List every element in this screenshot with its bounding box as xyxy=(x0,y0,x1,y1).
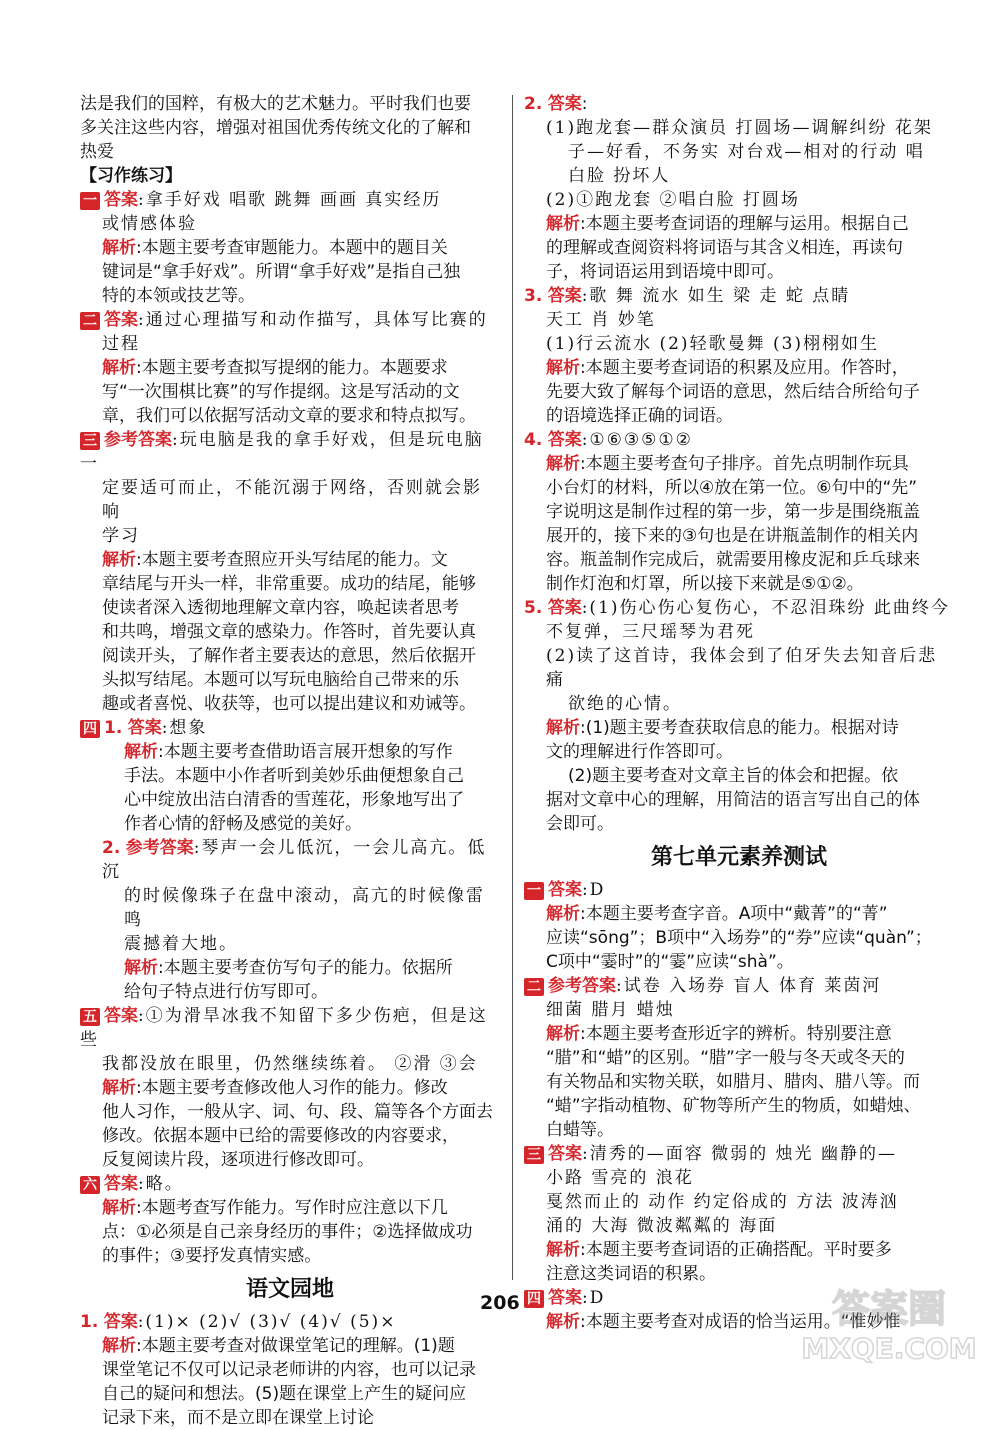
answer-text: : xyxy=(581,94,588,114)
answer-text: 涌的 大海 微波粼粼的 海面 xyxy=(546,1216,778,1236)
answer-text: (1)跑龙套—群众演员 打圆场—调解纠纷 花架 xyxy=(546,118,933,138)
explanation-text: 文的理解进行作答即可。 xyxy=(546,742,733,762)
explanation-text: 自己的疑问和想法。(5)题在课堂上产生的疑问应 xyxy=(102,1384,467,1404)
explanation-text: :本题主要考查修改他人习作的能力。修改 xyxy=(136,1078,448,1098)
explanation-label: 解析 xyxy=(546,1312,580,1332)
question-answer xyxy=(80,428,500,476)
column-divider xyxy=(512,95,513,1280)
answer-text: 或情感体验 xyxy=(102,214,197,234)
answer-text: (2)读了这首诗，我体会到了伯牙失去知音后悲痛 xyxy=(546,646,938,690)
explanation-label: 解析 xyxy=(546,214,580,234)
answer-label: 答案 xyxy=(127,718,162,738)
explanation-text: :本题主要考查词语的正确搭配。平时要多 xyxy=(580,1240,892,1260)
explanation-label: 解析 xyxy=(124,742,158,762)
explanation-text: 键词是“拿手好戏”。所谓“拿手好戏”是指自己独 xyxy=(102,262,461,282)
answer-label: 答案 xyxy=(547,598,582,618)
question-answer xyxy=(524,596,954,620)
section-number-box: 五 xyxy=(80,1008,100,1026)
answer-text: :略。 xyxy=(138,1174,184,1194)
question-answer xyxy=(524,974,954,998)
text-line: 热爱 xyxy=(80,142,114,162)
answer-label: 答案 xyxy=(548,1288,582,1308)
explanation-text: 阅读开头，了解作者主要表达的意思，然后依据开 xyxy=(102,646,476,666)
explanation-text: :本题主要考查词语的积累及应用。作答时， xyxy=(580,358,909,378)
explanation-text: 课堂笔记不仅可以记录老师讲的内容，也可以记录 xyxy=(102,1360,476,1380)
explanation-text: 会即可。 xyxy=(546,814,614,834)
explanation-text: :本题主要考查照应开头写结尾的能力。文 xyxy=(136,550,448,570)
explanation-text: 子，将词语运用到语境中即可。 xyxy=(546,262,784,282)
question-answer xyxy=(80,308,500,332)
left-column xyxy=(80,92,500,1430)
answer-text: 定要适可而止，不能沉溺于网络，否则就会影响 xyxy=(102,478,482,522)
question-number: 2. xyxy=(102,838,121,858)
explanation-text: (2)题主要考查对文章主旨的体会和把握。依 xyxy=(568,766,899,786)
explanation xyxy=(80,236,500,260)
explanation-label: 解析 xyxy=(124,958,158,978)
explanation-text: 的事件；③要抒发真情实感。 xyxy=(102,1246,322,1266)
answer-text: 子—好看，不务实 对台戏—相对的行动 唱 xyxy=(568,142,925,162)
explanation-text: :本题主要考查对成语的恰当运用。“惟妙惟 xyxy=(580,1312,901,1332)
question-answer xyxy=(524,1142,954,1166)
explanation-text: :本题主要考查审题能力。本题中的题目关 xyxy=(136,238,448,258)
right-column xyxy=(524,92,954,1334)
explanation-label: 解析 xyxy=(102,1078,136,1098)
question-number: 4. xyxy=(524,430,543,450)
explanation-text: 特的本领或技艺等。 xyxy=(102,286,255,306)
explanation-label: 解析 xyxy=(546,1240,580,1260)
explanation-label: 解析 xyxy=(546,454,580,474)
explanation-text: 点：①必须是自己亲身经历的事件；②选择做成功 xyxy=(102,1222,473,1242)
explanation-text: 有关物品和实物关联，如腊月、腊肉、腊八等。而 xyxy=(546,1072,920,1092)
explanation-text: 给句子特点进行仿写即可。 xyxy=(124,982,328,1002)
question-answer xyxy=(80,836,500,884)
explanation-text: :本题主要考查借助语言展开想象的写作 xyxy=(158,742,453,762)
explanation xyxy=(524,716,954,740)
explanation-label: 解析 xyxy=(102,1198,136,1218)
explanation-text: :本题主要考查字音。A项中“戴菁”的“菁” xyxy=(580,904,888,924)
explanation-label: 解析 xyxy=(102,550,136,570)
answer-text: :(1)× (2)√ (3)√ (4)√ (5)× xyxy=(137,1312,397,1332)
section-number-box: 六 xyxy=(80,1176,100,1194)
page-number: 206 xyxy=(480,1292,520,1314)
answer-text: 震撼着大地。 xyxy=(124,934,238,954)
explanation xyxy=(524,452,954,476)
answer-text: 过程 xyxy=(102,334,140,354)
explanation xyxy=(524,902,954,926)
explanation xyxy=(524,1238,954,1262)
unit-title: 第七单元素养测试 xyxy=(650,844,827,870)
watermark-bottom-text: MXQE.COM xyxy=(801,1332,977,1365)
explanation xyxy=(80,956,500,980)
answer-text: :试卷 入场券 盲人 体育 莱茵河 xyxy=(616,976,882,996)
answer-text: 我都没放在眼里，仍然继续练着。 ②滑 ③会 xyxy=(102,1054,478,1074)
question-answer xyxy=(524,428,954,452)
explanation-text: :本题主要考查仿写句子的能力。依据所 xyxy=(158,958,453,978)
answer-text: :①⑥③⑤①② xyxy=(581,430,693,450)
answer-text: :①为滑旱冰我不知留下多少伤疤，但是这些 xyxy=(80,1006,488,1050)
answer-label: 答案 xyxy=(104,310,138,330)
explanation-text: 反复阅读片段，逐项进行修改即可。 xyxy=(102,1150,374,1170)
answer-text: 天工 肖 妙笔 xyxy=(546,310,656,330)
answer-text: :(1)伤心伤心复伤心，不忍泪珠纷 此曲终今 xyxy=(581,598,950,618)
explanation-text: 据对文章中心的理解，用简洁的语言写出自己的体 xyxy=(546,790,920,810)
answer-text: :玩电脑是我的拿手好戏，但是玩电脑一 xyxy=(80,430,484,474)
explanation-text: “腊”和“蜡”的区别。“腊”字一般与冬天或冬天的 xyxy=(546,1048,905,1068)
question-answer xyxy=(80,1004,500,1052)
explanation-label: 解析 xyxy=(546,358,580,378)
answer-text: 白脸 扮坏人 xyxy=(568,166,671,186)
explanation-text: :本题主要考查句子排序。首先点明制作玩具 xyxy=(580,454,909,474)
section-number-box: 四 xyxy=(524,1290,544,1308)
answer-label: 答案 xyxy=(547,286,582,306)
explanation-text: 的语境选择正确的词语。 xyxy=(546,406,733,426)
explanation-text: 的理解或查阅资料将词语与其含义相连，再读句 xyxy=(546,238,903,258)
question-answer xyxy=(80,716,500,740)
explanation-text: :本题主要考查词语的理解与运用。根据自己 xyxy=(580,214,909,234)
answer-label: 参考答案 xyxy=(125,838,194,858)
answer-label: 答案 xyxy=(104,190,138,210)
explanation xyxy=(80,1334,500,1358)
explanation-text: 和共鸣，增强文章的感染力。作答时，首先要认真 xyxy=(102,622,476,642)
answer-text: :拿手好戏 唱歌 跳舞 画画 真实经历 xyxy=(138,190,442,210)
explanation-text: :(1)题主要考查获取信息的能力。根据对诗 xyxy=(580,718,899,738)
explanation-label: 解析 xyxy=(546,718,580,738)
explanation-text: 应读“sōng”；B项中“入场券”的“券”应读“quàn”； xyxy=(546,928,932,948)
answer-text: (1)行云流水 (2)轻歌曼舞 (3)栩栩如生 xyxy=(546,334,880,354)
exercise-header: 【习作练习】 xyxy=(80,166,182,186)
explanation-text: 使读者深入透彻地理解文章内容，唤起读者思考 xyxy=(102,598,459,618)
answer-text: :琴声一会儿低沉，一会儿高亢。低沉 xyxy=(102,838,487,882)
text-line: 法是我们的国粹，有极大的艺术魅力。平时我们也要 xyxy=(80,94,471,114)
question-answer xyxy=(80,1310,500,1334)
answer-label: 答案 xyxy=(104,1006,138,1026)
section-title: 语文园地 xyxy=(245,1276,334,1302)
section-number-box: 二 xyxy=(524,978,544,996)
explanation-text: 写“一次围棋比赛”的写作提纲。这是写活动的文 xyxy=(102,382,460,402)
explanation-text: 他人习作，一般从字、词、句、段、篇等各个方面去 xyxy=(102,1102,493,1122)
explanation-text: 作者心情的舒畅及感觉的美好。 xyxy=(124,814,362,834)
watermark-logo xyxy=(784,1278,994,1368)
answer-label: 答案 xyxy=(104,1174,138,1194)
explanation xyxy=(524,1022,954,1046)
question-answer xyxy=(524,284,954,308)
answer-label: 答案 xyxy=(547,94,582,114)
answer-text: :清秀的—面容 微弱的 烛光 幽静的— xyxy=(582,1144,897,1164)
explanation-text: 心中绽放出洁白清香的雪莲花，形象地写出了 xyxy=(124,790,464,810)
explanation-text: :本题主要考查形近字的辨析。特别要注意 xyxy=(580,1024,892,1044)
explanation xyxy=(80,548,500,572)
explanation xyxy=(524,212,954,236)
explanation-text: :本题主要考查对做课堂笔记的理解。(1)题 xyxy=(136,1336,455,1356)
explanation xyxy=(80,740,500,764)
explanation-text: 章结尾与开头一样，非常重要。成功的结尾，能够 xyxy=(102,574,476,594)
section-number-box: 三 xyxy=(80,432,100,450)
question-number: 2. xyxy=(524,94,543,114)
question-number: 5. xyxy=(524,598,543,618)
watermark-top-text: 答案圈 xyxy=(831,1287,947,1331)
explanation-text: 容。瓶盖制作完成后，就需要用橡皮泥和乒乓球来 xyxy=(546,550,920,570)
explanation-text: 制作灯泡和灯罩，所以接下来就是⑤①②。 xyxy=(546,574,864,594)
explanation xyxy=(80,1076,500,1100)
answer-label: 答案 xyxy=(548,1144,582,1164)
explanation-text: 记录下来，而不是立即在课堂上讨论 xyxy=(102,1408,374,1428)
explanation-text: 头拟写结尾。本题可以写玩电脑给自己带来的乐 xyxy=(102,670,459,690)
section-number-box: 三 xyxy=(524,1146,544,1164)
answer-label: 答案 xyxy=(547,430,582,450)
answer-text: :D xyxy=(582,880,606,900)
section-number-box: 二 xyxy=(80,312,100,330)
explanation-label: 解析 xyxy=(546,904,580,924)
explanation-text: 注意这类词语的积累。 xyxy=(546,1264,716,1284)
answer-label: 参考答案 xyxy=(104,430,172,450)
answer-text: 欲绝的心情。 xyxy=(568,694,682,714)
answer-text: 细菌 腊月 蜡烛 xyxy=(546,1000,675,1020)
explanation xyxy=(80,1196,500,1220)
question-number: 3. xyxy=(524,286,543,306)
explanation-text: 章，我们可以依据写活动文章的要求和特点拟写。 xyxy=(102,406,476,426)
explanation-label: 解析 xyxy=(102,358,136,378)
question-answer xyxy=(524,92,954,116)
answer-text: 戛然而止的 动作 约定俗成的 方法 波涛汹 xyxy=(546,1192,899,1212)
explanation-text: 小台灯的材料，所以④放在第一位。⑥句中的“先” xyxy=(546,478,918,498)
explanation xyxy=(524,356,954,380)
explanation-text: 字说明这是制作过程的第一步，第一步是围绕瓶盖 xyxy=(546,502,920,522)
answer-text: :通过心理描写和动作描写，具体写比赛的 xyxy=(138,310,488,330)
question-answer xyxy=(524,878,954,902)
explanation-text: 白蜡等。 xyxy=(546,1120,614,1140)
text-line: 多关注这些内容，增强对祖国优秀传统文化的了解和 xyxy=(80,118,471,138)
section-number-box: 一 xyxy=(80,192,100,210)
answer-text: 不复弹，三尺瑶琴为君死 xyxy=(546,622,755,642)
answer-label: 参考答案 xyxy=(548,976,616,996)
question-number: 1. xyxy=(104,718,123,738)
explanation-text: :本题主要考查拟写提纲的能力。本题要求 xyxy=(136,358,448,378)
explanation-text: 修改。依据本题中已给的需要修改的内容要求， xyxy=(102,1126,459,1146)
answer-text: 小路 雪亮的 浪花 xyxy=(546,1168,694,1188)
explanation-text: “蜡”字指动植物、矿物等所产生的物质，如蜡烛、 xyxy=(546,1096,921,1116)
question-answer xyxy=(80,188,500,212)
section-number-box: 一 xyxy=(524,882,544,900)
explanation-label: 解析 xyxy=(102,1336,136,1356)
answer-text: :D xyxy=(582,1288,606,1308)
explanation-text: 先要大致了解每个词语的意思，然后结合所给句子 xyxy=(546,382,920,402)
explanation-label: 解析 xyxy=(546,1024,580,1044)
explanation-text: :本题考查写作能力。写作时应注意以下几 xyxy=(136,1198,448,1218)
explanation-text: 展开的，接下来的③句也是在讲瓶盖制作的相关内 xyxy=(546,526,919,546)
answer-label: 答案 xyxy=(548,880,582,900)
answer-text: (2)①跑龙套 ②唱白脸 打圆场 xyxy=(546,190,800,210)
answer-text: 学习 xyxy=(102,526,140,546)
question-answer xyxy=(80,1172,500,1196)
explanation-text: C项中“霎时”的“霎”应读“shà”。 xyxy=(546,952,794,972)
answer-label: 答案 xyxy=(103,1312,138,1332)
answer-text: :歌 舞 流水 如生 梁 走 蛇 点睛 xyxy=(581,286,851,306)
question-number: 1. xyxy=(80,1312,99,1332)
explanation-text: 手法。本题中小作者听到美妙乐曲便想象自己 xyxy=(124,766,464,786)
explanation xyxy=(80,356,500,380)
explanation-text: 趣或者喜悦、收获等，也可以提出建议和劝诫等。 xyxy=(102,694,476,714)
explanation-label: 解析 xyxy=(102,238,136,258)
answer-text: 的时候像珠子在盘中滚动，高亢的时候像雷鸣 xyxy=(124,886,485,930)
section-number-box: 四 xyxy=(80,720,100,738)
answer-text: :想象 xyxy=(161,718,208,738)
